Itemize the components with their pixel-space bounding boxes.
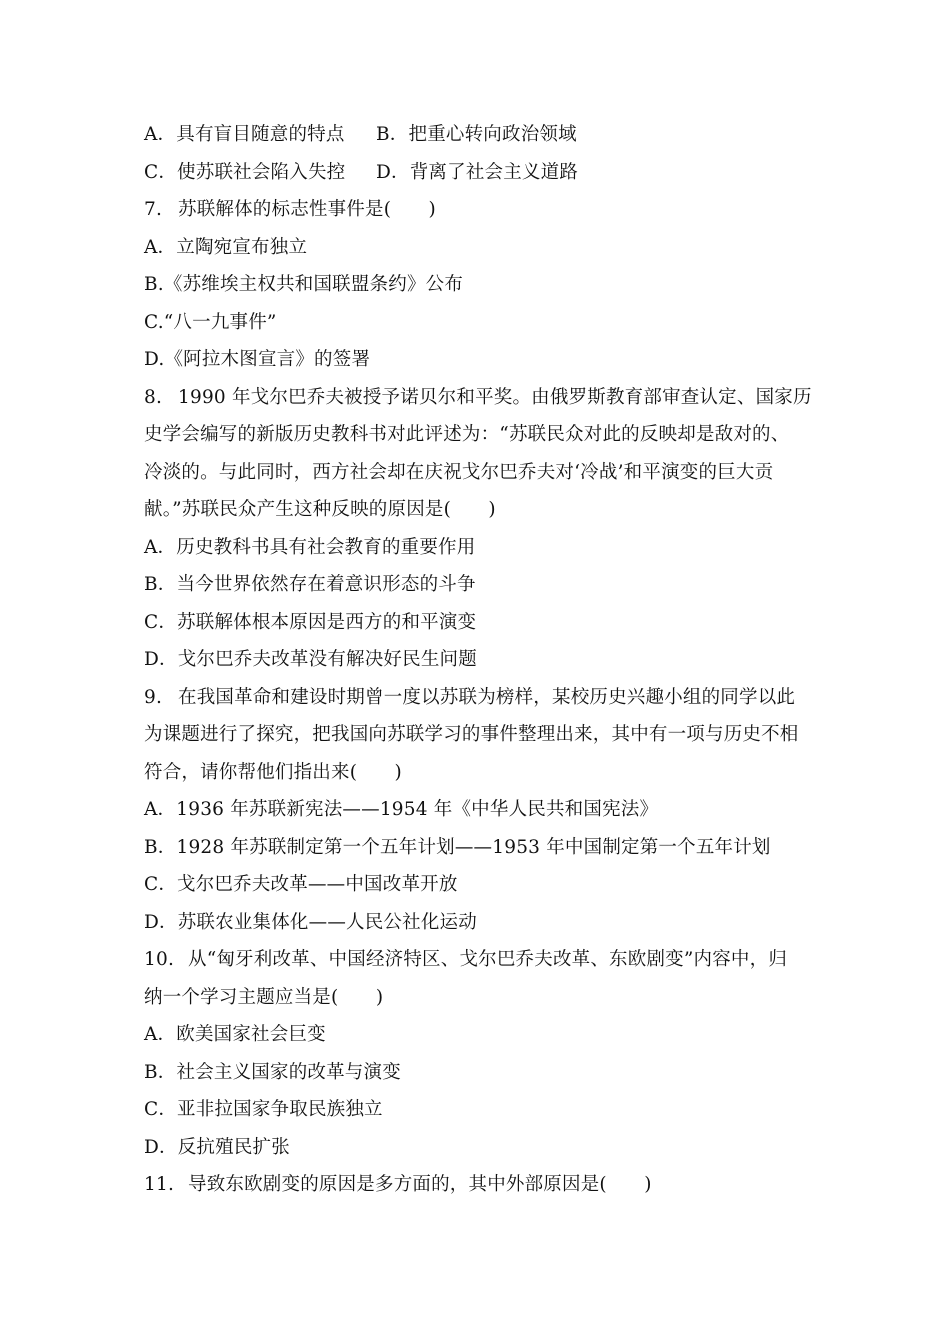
q7-option-a: A．立陶宛宣布独立 [144, 236, 308, 258]
q7-number: 7. [144, 199, 163, 220]
q9-number: 9. [144, 686, 163, 708]
q10-option-a: A．欧美国家社会巨变 [144, 1024, 326, 1045]
q8-stem-line-2: 史学会编写的新版历史教科书对此评述为：“苏联民众对此的反映却是敌对的、 [144, 424, 790, 445]
q6-option-c: C．使苏联社会陷入失控 [144, 161, 346, 183]
q11-stem [144, 1166, 810, 1204]
q6-option-b: B．把重心转向政治领域 [376, 124, 577, 145]
q8-option-b: B．当今世界依然存在着意识形态的斗争 [144, 574, 476, 595]
q9-stem-line-2: 为课题进行了探究，把我国向苏联学习的事件整理出来，其中有一项与历史不相 [144, 724, 799, 745]
exam-page [144, 116, 810, 1204]
q11-number: 11. [144, 1174, 175, 1195]
q11-stem-text: 导致东欧剧变的原因是多方面的，其中外部原因是( ) [188, 1174, 652, 1195]
q6-options-row-1 [144, 116, 810, 154]
q9-stem-line-3: 符合，请你帮他们指出来( ) [144, 761, 402, 783]
q8-option-c: C．苏联解体根本原因是西方的和平演变 [144, 611, 477, 633]
q6-options-row-2 [144, 154, 810, 192]
q10-option-c: C．亚非拉国家争取民族独立 [144, 1099, 383, 1120]
q9-stem-line-1 [144, 679, 810, 717]
q10-option-b: B．社会主义国家的改革与演变 [144, 1061, 401, 1083]
q10-stem-line-1 [144, 941, 810, 979]
q9-stem-text-1: 在我国革命和建设时期曾一度以苏联为榜样，某校历史兴趣小组的同学以此 [178, 686, 796, 708]
q8-stem-text-1: 1990 年戈尔巴乔夫被授予诺贝尔和平奖。由俄罗斯教育部审查认定、国家历 [178, 386, 812, 408]
q6-option-d: D．背离了社会主义道路 [376, 161, 579, 183]
q9-option-c: C．戈尔巴乔夫改革——中国改革开放 [144, 874, 458, 895]
q8-option-d: D．戈尔巴乔夫改革没有解决好民生问题 [144, 649, 477, 670]
q10-stem-line-2: 纳一个学习主题应当是( ) [144, 986, 384, 1008]
q7-stem-text: 苏联解体的标志性事件是( ) [178, 199, 436, 220]
q10-option-d: D．反抗殖民扩张 [144, 1136, 290, 1158]
q8-stem-line-4: 献。”苏联民众产生这种反映的原因是( ) [144, 499, 496, 520]
q8-stem-line-1 [144, 379, 810, 417]
q9-option-d: D．苏联农业集体化——人民公社化运动 [144, 911, 477, 933]
q10-stem-text-1: 从“匈牙利改革、中国经济特区、戈尔巴乔夫改革、东欧剧变”内容中，归 [188, 949, 788, 970]
q9-option-a: A．1936 年苏联新宪法——1954 年《中华人民共和国宪法》 [144, 799, 659, 820]
q8-stem-line-3: 冷淡的。与此同时，西方社会却在庆祝戈尔巴乔夫对‘冷战’和平演变的巨大贡 [144, 461, 774, 483]
q7-stem [144, 191, 810, 229]
q8-option-a: A．历史教科书具有社会教育的重要作用 [144, 536, 476, 558]
q6-option-a: A．具有盲目随意的特点 [144, 124, 345, 145]
q7-option-c: C.“八一九事件” [144, 311, 277, 333]
q7-option-d: D.《阿拉木图宣言》的签署 [144, 349, 371, 370]
q7-option-b: B.《苏维埃主权共和国联盟条约》公布 [144, 274, 464, 295]
q10-number: 10. [144, 949, 175, 970]
q9-option-b: B．1928 年苏联制定第一个五年计划——1953 年中国制定第一个五年计划 [144, 836, 771, 858]
q8-number: 8. [144, 386, 163, 408]
